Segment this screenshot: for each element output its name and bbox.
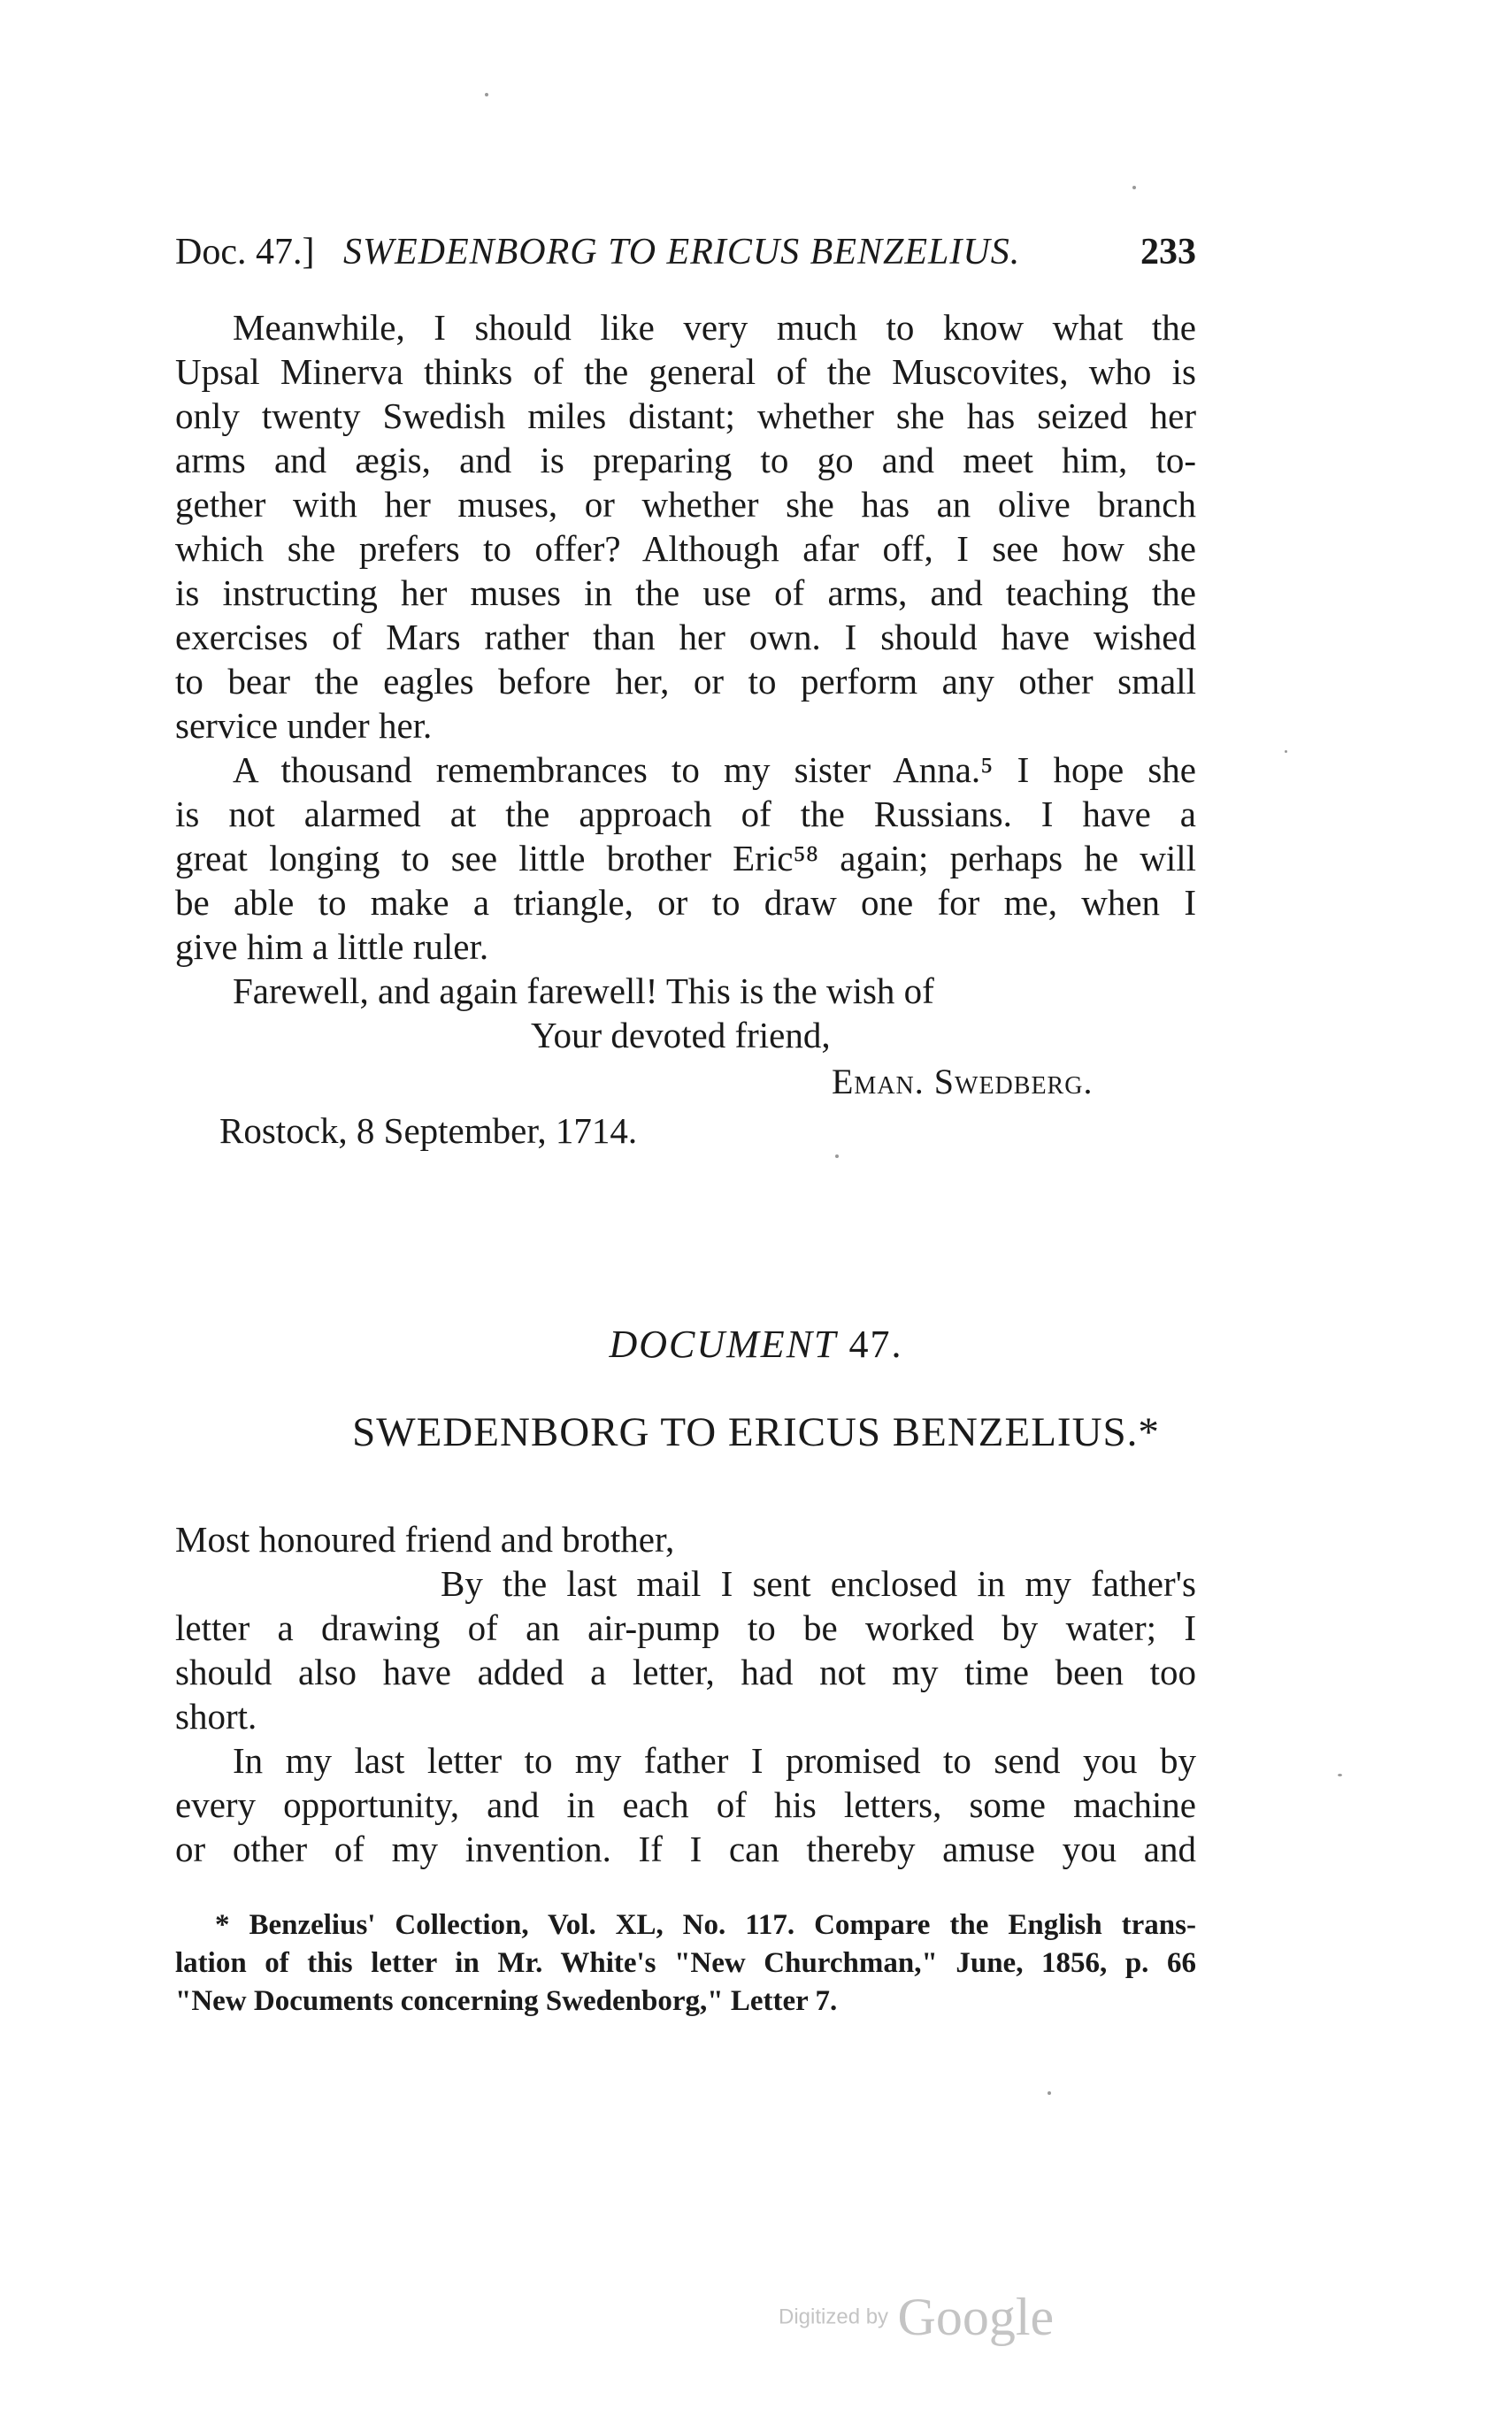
text-line: exercises of Mars rather than her own. I should have wished (175, 617, 1196, 657)
text-line: to bear the eagles before her, or to perform any other small (175, 661, 1196, 702)
text-line: By the last mail I sent enclosed in my father's (441, 1563, 1196, 1604)
running-head-title: SWEDENBORG TO ERICUS BENZELIUS. (343, 232, 1021, 272)
farewell-line: Farewell, and again farewell! This is the wish of (233, 970, 934, 1011)
salutation: Most honoured friend and brother, (175, 1519, 675, 1560)
text-line: every opportunity, and in each of his letters, some machine (175, 1784, 1196, 1825)
text-line: Upsal Minerva thinks of the general of the Muscovites, who is (175, 351, 1196, 392)
text-line: In my last letter to my father I promised to send you by (233, 1740, 1196, 1781)
footnote (175, 1906, 1196, 2021)
scan-speck (835, 1154, 839, 1158)
scan-speck (1338, 1774, 1342, 1776)
text-line: Meanwhile, I should like very much to know what the (233, 307, 1196, 348)
text-line: arms and ægis, and is preparing to go and meet him, to- (175, 440, 1196, 480)
footnote-line: lation of this letter in Mr. White's "New Churchman," June, 1856, p. 66 (175, 1947, 1196, 1979)
text-line: letter a drawing of an air-pump to be worked by water; I (175, 1607, 1196, 1648)
footnote-line: * Benzelius' Collection, Vol. XL, No. 117. Compare the English trans- (215, 1909, 1196, 1941)
closing-line: Your devoted friend, (531, 1015, 831, 1055)
text-line: A thousand remembrances to my sister Anna.⁵ I hope she (233, 749, 1196, 790)
document-number: 47. (848, 1323, 903, 1366)
scan-speck (485, 93, 488, 96)
text-line: which she prefers to offer? Although afar off, I see how she (175, 528, 1196, 569)
text-line: should also have added a letter, had not my time been too (175, 1652, 1196, 1692)
scan-speck (1048, 2091, 1051, 2095)
text-line: be able to make a triangle, or to draw one for me, when I (175, 882, 1196, 923)
running-head (175, 226, 1196, 279)
watermark-brand-logo: Google (897, 2288, 1055, 2346)
text-line: service under her. (175, 705, 433, 746)
signature: Eman. Swedberg. (832, 1062, 1094, 1101)
text-line: only twenty Swedish miles distant; whether she has seized her (175, 395, 1196, 436)
text-line: short. (175, 1696, 257, 1737)
page-number: 233 (1140, 232, 1196, 272)
text-line: great longing to see little brother Eric⁵⁸ again; perhaps he will (175, 838, 1196, 878)
new-letter-paragraph-2 (175, 1738, 1196, 1871)
place-date: Rostock, 8 September, 1714. (219, 1110, 638, 1151)
document-word: DOCUMENT (609, 1323, 838, 1366)
new-letter-paragraph-1 (175, 1561, 1196, 1738)
text-line: is not alarmed at the approach of the Russians. I have a (175, 794, 1196, 834)
text-line: gether with her muses, or whether she has an olive branch (175, 484, 1196, 525)
text-line: or other of my invention. If I can thereby amuse you and (175, 1829, 1196, 1869)
letter-paragraph-2 (175, 748, 1196, 969)
running-head-doc-ref: Doc. 47.] (175, 232, 315, 272)
text-line: is instructing her muses in the use of arms, and teaching the (175, 572, 1196, 613)
letter-paragraph-1 (175, 305, 1196, 748)
document-title: SWEDENBORG TO ERICUS BENZELIUS.* (352, 1409, 1160, 1455)
watermark-digitized-text: Digitized by (779, 2305, 889, 2329)
footnote-line: "New Documents concerning Swedenborg," Letter 7. (175, 1985, 838, 2017)
text-line: give him a little ruler. (175, 926, 489, 967)
google-watermark (779, 2287, 1054, 2349)
scan-speck (1132, 186, 1136, 189)
scan-speck (1285, 750, 1287, 753)
document-heading (0, 1318, 1512, 1371)
